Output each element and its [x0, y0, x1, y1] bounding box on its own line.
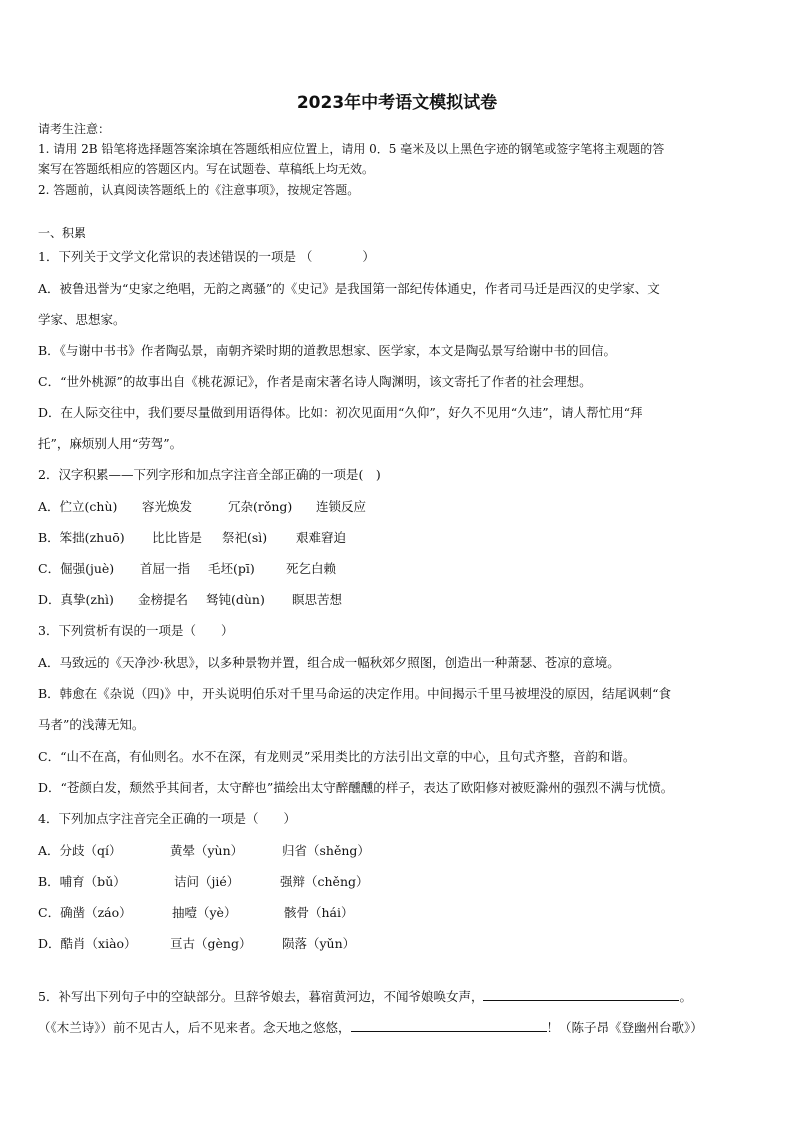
- q5-line-2-end: ！（陈子昂《登幽州台歌》）: [546, 1020, 703, 1035]
- q2-d-word-3: 驽钝(dùn): [206, 592, 265, 607]
- q1-stem: 1．下列关于文学文化常识的表述错误的一项是 （ ）: [38, 249, 375, 264]
- notice-line-2: 案写在答题纸相应的答题区内。写在试题卷、草稿纸上均无效。: [38, 162, 375, 176]
- q4-stem: 4．下列加点字注音完全正确的一项是（ ）: [38, 811, 296, 826]
- q1-option-d-line-2: 托”，麻烦别人用“劳驾”。: [38, 436, 183, 451]
- q4-d-word-1: D．酷肖（xiào）: [38, 936, 137, 951]
- q2-option-a: [38, 499, 366, 515]
- exam-title: 2023年中考语文模拟试卷: [296, 93, 498, 113]
- q2-b-word-1: B．笨拙(zhuō): [38, 530, 125, 545]
- q2-d-word-1: D．真挚(zhì): [38, 592, 114, 607]
- q1-option-d-line-1: D．在人际交往中，我们要尽量做到用语得体。比如：初次见面用“久仰”，好久不见用“久违”，请人帮忙用“拜: [38, 405, 643, 420]
- q2-b-word-3: 祭祀(sì): [222, 530, 268, 545]
- q5-line-1-end: 。: [679, 989, 692, 1004]
- q4-a-word-3: 归省（shěng）: [282, 843, 370, 858]
- q4-b-word-1: B．哺育（bǔ）: [38, 874, 126, 889]
- q2-option-b: [38, 530, 346, 546]
- q2-b-word-4: 艰难窘迫: [296, 530, 347, 545]
- q2-d-word-2: 金榜提名: [138, 592, 189, 607]
- q3-option-a: A．马致远的《天净沙·秋思》，以多种景物并置，组合成一幅秋郊夕照图，创造出一种萧瑟、苍凉的意境。: [38, 655, 620, 670]
- notice-line-3: 2. 答题前，认真阅读答题纸上的《注意事项》，按规定答题。: [38, 183, 360, 197]
- q2-a-word-3: 冗杂(rǒng): [228, 499, 293, 514]
- q2-option-c: [38, 561, 336, 577]
- q2-a-word-1: A．伫立(chù): [38, 499, 118, 514]
- q2-c-word-3: 毛坯(pī): [208, 561, 255, 576]
- section-heading: 一、积累: [38, 226, 87, 240]
- q4-d-word-3: 陨落（yǔn）: [282, 936, 356, 951]
- q2-c-word-2: 首屈一指: [140, 561, 191, 576]
- q1-option-a-line-1: A．被鲁迅誉为“史家之绝唱，无韵之离骚”的《史记》是我国第一部纪传体通史，作者司马迁是西汉的史学家、文: [38, 281, 660, 296]
- q1-option-b: B．《与谢中书书》作者陶弘景，南朝齐梁时期的道教思想家、医学家，本文是陶弘景写给谢中书的回信。: [38, 343, 616, 358]
- q5-answer-blank-2[interactable]: [351, 1019, 547, 1032]
- q4-a-word-1: A．分歧（qí）: [38, 843, 122, 858]
- q4-b-word-3: 强辩（chěng）: [280, 874, 369, 889]
- q2-c-word-4: 死乞白赖: [286, 561, 337, 576]
- q1-option-c: C．“世外桃源”的故事出自《桃花源记》，作者是南宋著名诗人陶渊明，该文寄托了作者的社会理想。: [38, 374, 592, 389]
- q2-a-word-4: 连锁反应: [316, 499, 367, 514]
- notice-line-1: 1. 请用 2B 铅笔将选择题答案涂填在答题纸相应位置上，请用 0．5 毫米及以上黑色字迹的钢笔或签字笔将主观题的答: [38, 142, 665, 156]
- q5-answer-blank-1[interactable]: [483, 988, 679, 1001]
- q3-stem: 3．下列赏析有误的一项是（ ）: [38, 623, 234, 638]
- q2-d-word-4: 瞑思苦想: [292, 592, 343, 607]
- q5-line-1: [38, 988, 692, 1005]
- q1-option-a-line-2: 学家、思想家。: [38, 312, 126, 327]
- q5-line-2-text: （《木兰诗》）前不见古人，后不见来者。念天地之悠悠，: [38, 1020, 351, 1035]
- q5-line-1-text: 5．补写出下列句子中的空缺部分。旦辞爷娘去，暮宿黄河边，不闻爷娘唤女声，: [38, 989, 484, 1004]
- q4-c-word-3: 骸骨（hái）: [284, 905, 354, 920]
- q4-c-word-2: 抽噎（yè）: [172, 905, 237, 920]
- notice-heading: 请考生注意：: [38, 122, 111, 136]
- q4-option-d: [38, 936, 355, 952]
- q2-option-d: [38, 592, 342, 608]
- q3-option-b-line-1: B．韩愈在《杂说（四)》中，开头说明伯乐对千里马命运的决定作用。中间揭示千里马被埋没的原因，结尾讽刺“食: [38, 686, 671, 701]
- q2-c-word-1: C．倔强(juè): [38, 561, 115, 576]
- q2-stem: 2．汉字积累——下列字形和加点字注音全部正确的一项是( ): [38, 467, 381, 482]
- q4-option-b: [38, 874, 369, 890]
- q3-option-c: C．“山不在高，有仙则名。水不在深，有龙则灵”采用类比的方法引出文章的中心，且句式齐整，音韵和谐。: [38, 749, 636, 764]
- q5-line-2: [38, 1019, 703, 1036]
- q4-d-word-2: 亘古（gèng）: [170, 936, 252, 951]
- q4-b-word-2: 诘问（jié）: [174, 874, 240, 889]
- q4-option-a: [38, 843, 370, 859]
- q2-b-word-2: 比比皆是: [152, 530, 203, 545]
- q3-option-d: D．“苍颜白发，颓然乎其间者，太守醉也”描绘出太守醉醺醺的样子，表达了欧阳修对被贬滁州的强烈不满与忧愤。: [38, 780, 674, 795]
- q3-option-b-line-2: 马者”的浅薄无知。: [38, 717, 145, 732]
- q4-c-word-1: C．确凿（záo）: [38, 905, 132, 920]
- q4-a-word-2: 黄晕（yùn）: [170, 843, 244, 858]
- q4-option-c: [38, 905, 354, 921]
- q2-a-word-2: 容光焕发: [142, 499, 193, 514]
